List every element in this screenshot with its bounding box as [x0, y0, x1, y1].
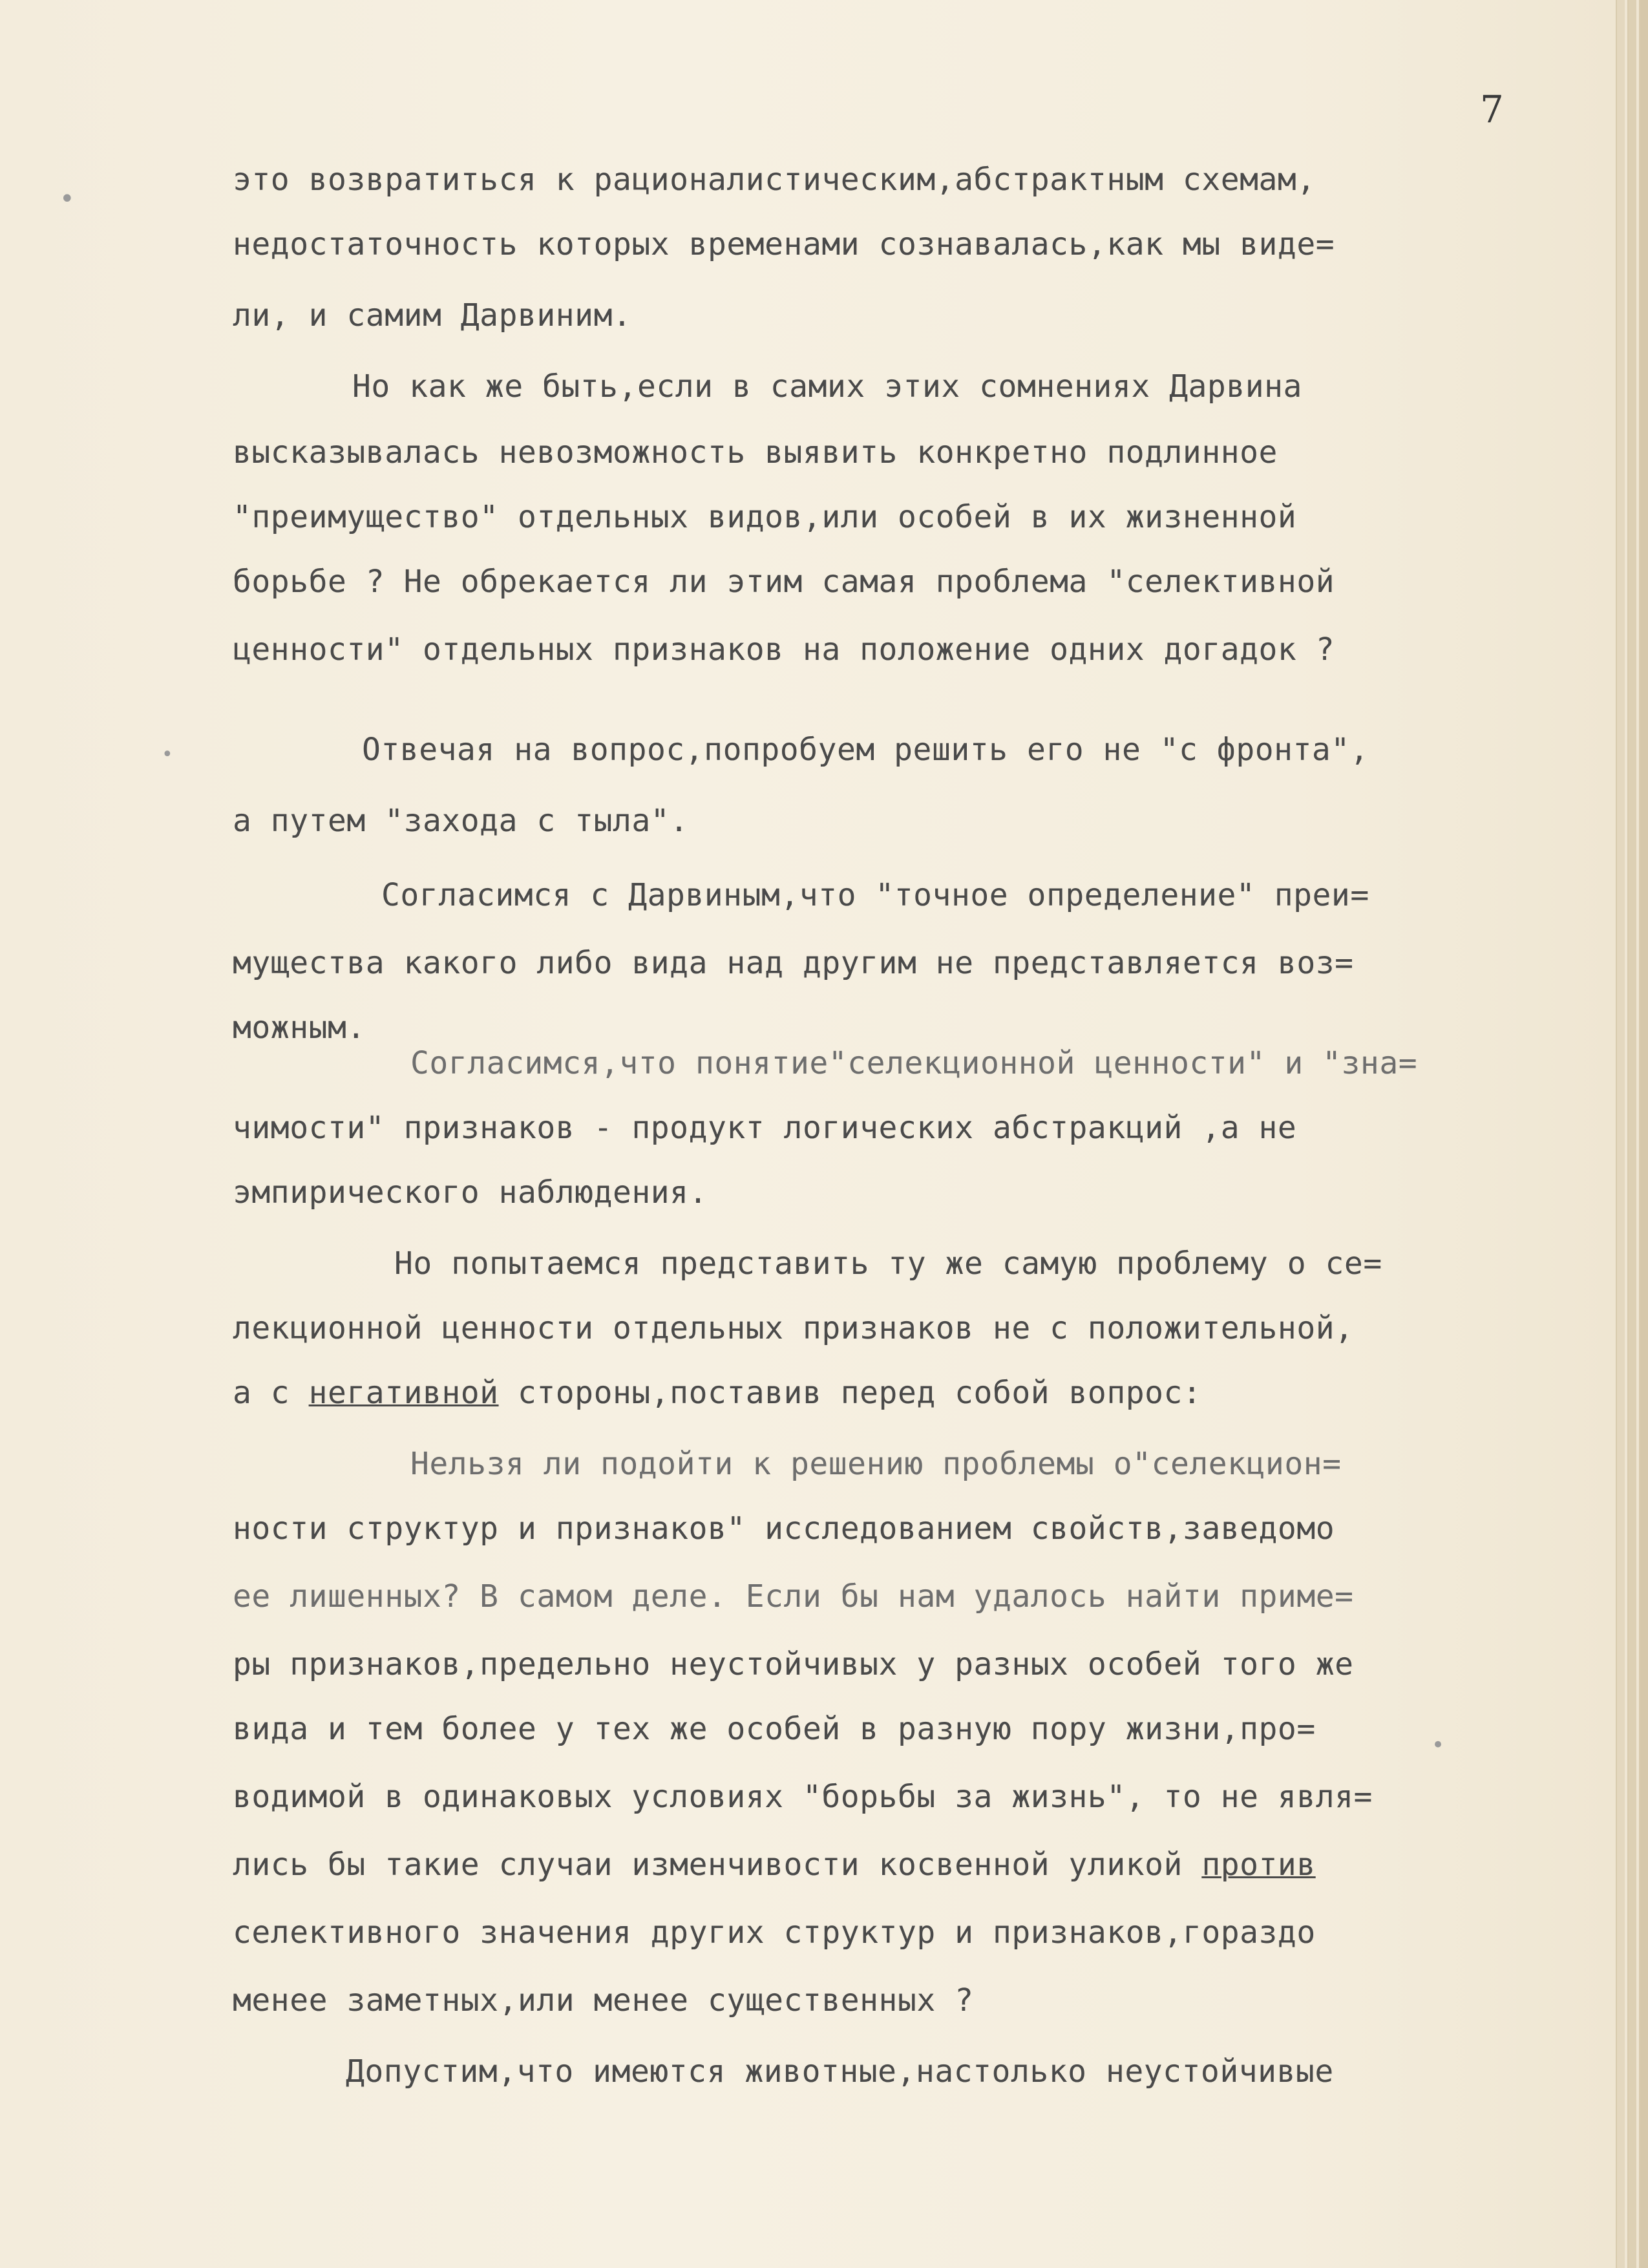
- stray-mark: •: [162, 743, 173, 766]
- text-line: [233, 1845, 1316, 1884]
- text-line: Допустим,что имеются животные,настолько неустойчивые: [346, 2053, 1334, 2090]
- text-line: эмпирического наблюдения.: [233, 1174, 708, 1211]
- text-line: недостаточность которых временами сознавалась,как мы виде=: [233, 226, 1335, 262]
- text-line: мущества какого либо вида над другим не представляется воз=: [233, 945, 1354, 981]
- text-fragment: а с: [233, 1375, 309, 1411]
- text-line: Нельзя ли подойти к решению проблемы о"селекцион=: [410, 1446, 1342, 1482]
- text-line: вида и тем более у тех же особей в разную пору жизни,про=: [233, 1711, 1316, 1747]
- page-edge: [1616, 0, 1625, 2268]
- stray-mark: •: [59, 184, 75, 214]
- text-line: чимости" признаков - продукт логических абстракций ,а не: [233, 1110, 1297, 1146]
- text-line: селективного значения других структур и признаков,гораздо: [233, 1914, 1316, 1951]
- underlined-word: негативной: [308, 1375, 499, 1411]
- text-line: ценности" отдельных признаков на положение одних догадок ?: [233, 631, 1335, 668]
- text-line: менее заметных,или менее существенных ?: [233, 1982, 974, 2019]
- text-line: борьбе ? Не обрекается ли этим самая проблема "селективной: [233, 564, 1335, 600]
- text-line: Согласимся с Дарвиным,что "точное определение" преи=: [381, 877, 1369, 913]
- text-line: водимой в одинаковых условиях "борьбы за жизнь", то не явля=: [233, 1779, 1373, 1815]
- text-fragment: лись бы такие случаи изменчивости косвенной уликой: [233, 1847, 1202, 1883]
- text-line: высказывалась невозможность выявить конкретно подлинное: [233, 434, 1278, 471]
- page-edge: [1627, 0, 1636, 2268]
- underlined-word: против: [1201, 1847, 1316, 1883]
- text-line: ности структур и признаков" исследованием свойств,заведомо: [233, 1510, 1335, 1547]
- text-line: это возвратиться к рационалистическим,абстрактным схемам,: [233, 162, 1316, 198]
- text-line: Согласимся,что понятие"селекционной ценности" и "зна=: [410, 1045, 1418, 1081]
- text-line: ры признаков,предельно неустойчивых у разных особей того же: [233, 1646, 1354, 1682]
- page-edge: [1639, 0, 1648, 2268]
- text-line: ли, и самим Дарвиним.: [233, 297, 632, 334]
- text-line: Но попытаемся представить ту же самую проблему о се=: [394, 1245, 1382, 1282]
- text-line: Отвечая на вопрос,попробуем решить его не "с фронта",: [362, 732, 1369, 768]
- page-number: 7: [1480, 87, 1504, 131]
- text-line: можным.: [233, 1010, 366, 1046]
- stray-mark: •: [1431, 1732, 1445, 1758]
- text-line: лекционной ценности отдельных признаков не с положительной,: [233, 1310, 1354, 1346]
- text-line: Но как же быть,если в самих этих сомнениях Дарвина: [352, 368, 1302, 405]
- text-line: [233, 1373, 1201, 1412]
- text-line: а путем "захода с тыла".: [233, 803, 689, 839]
- text-fragment: стороны,поставив перед собой вопрос:: [498, 1375, 1202, 1411]
- text-line: ее лишенных? В самом деле. Если бы нам удалось найти приме=: [233, 1578, 1354, 1615]
- text-line: "преимущество" отдельных видов,или особей в их жизненной: [233, 499, 1297, 535]
